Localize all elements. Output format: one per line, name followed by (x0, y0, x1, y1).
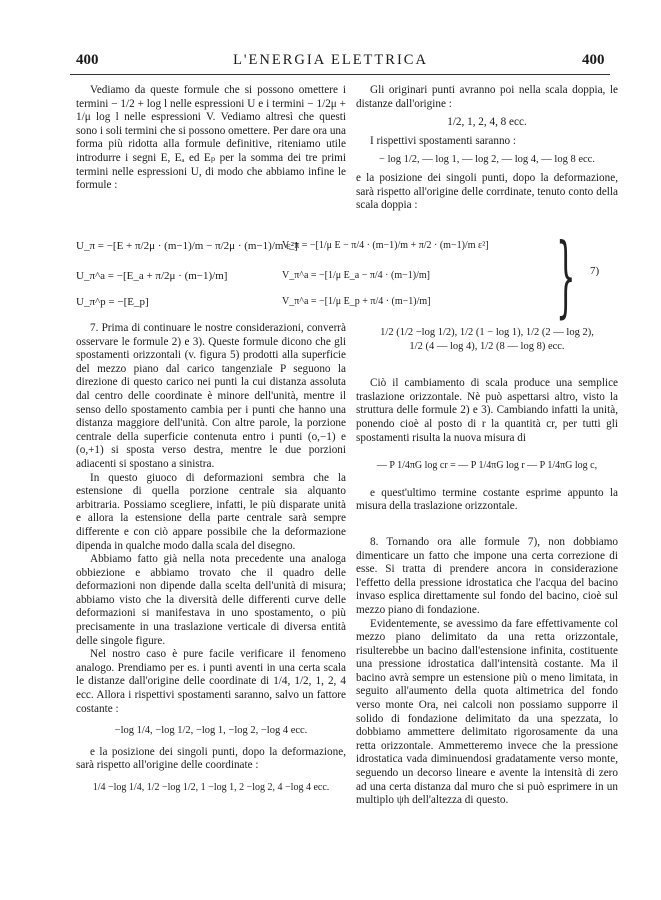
formula-half-line-1: 1/2 (1/2 −log 1/2), 1/2 (1 − log 1), 1/2 (2 — log 2), (380, 327, 594, 338)
page-number-right: 400 (582, 52, 605, 68)
equation-u3: U_π^p = −[E_p] (76, 296, 149, 308)
right-column-top (356, 84, 618, 213)
formula-log-list: − log 1/2, — log 1, — log 2, — log 4, — log 8 ecc. (379, 154, 595, 166)
formula-log-list: −log 1/4, −log 1/2, −log 1, −log 2, −log 4 ecc. (114, 725, 308, 737)
paragraph: e quest'ultimo termine costante esprime appunto la misura della traslazione orizzontale. (356, 486, 618, 513)
page-number-left: 400 (76, 52, 99, 68)
running-title: L'ENERGIA ELETTRICA (233, 52, 428, 68)
paragraph: Vediamo da queste formule che si possono omettere i termini − 1/2 + log l nelle espressioni U e i termini − 1/2μ + 1/μ log l nelle espressioni V. Vediamo altresì che questi sono i soli termini che si possono omettere. Per dare ora una forma più ridotta alla formule definitive, riteniamo utile introdurre i segni E, Eₐ ed Eₚ per la somma dei tre primi termini nelle espressioni U, di modo che abbiamo infine le formule : (76, 84, 346, 192)
equation-u1: U_π = −[E + π/2μ · (m−1)/m − π/2μ · (m−1)/m ε²] (76, 240, 298, 252)
paragraph: e la posizione dei singoli punti, dopo la deformazione, sarà rispetto all'origine delle coordinate : (76, 745, 346, 772)
paragraph: Nel nostro caso è pure facile verificare il fenomeno analogo. Prendiamo per es. i punti aventi in una certa scala le distanze dall'origine delle coordinate di 1/4, 1/2, 1, 2, 4 ecc. Allora i rispettivi spostamenti saranno, salvo un fattore costante : (76, 648, 346, 715)
formula-scale-list: 1/2, 1, 2, 4, 8 ecc. (447, 116, 527, 129)
paragraph: 7. Prima di continuare le nostre considerazioni, converrà osservare le formule 2) e 3). Queste formule dicono che gli spostamenti orizzontali (v. figura 5) prodotti alla superficie del mezzo piano dal carico tangenziale P seguono la direzione di questo carico nei punti la cui distanza assoluta dal centro delle coordinate è minore dell'unità, mentre il senso dello spostamento cambia per i punti che hanno una distanza maggiore dell'unità. Con altre parole, la porzione centrale della superficie contenuta entro i punti (o,−1) e (o,+1) si sposta verso destra, mentre le due porzioni adiacenti si spostano a sinistra. (76, 322, 346, 470)
paragraph: 8. Tornando ora alle formule 7), non dobbiamo dimenticare un fatto che impone una certa correzione di esse. Si tratta di prendere ancora in considerazione l'effetto della pressione idrostatica che l'acqua del bacino invaso esplica direttamente sul fondo del bacino, cioè sul mezzo piano di fondazione. (356, 535, 618, 616)
left-column-bottom (76, 322, 346, 803)
equation-v2: V_π^a = −[1/μ E_a − π/4 · (m−1)/m] (282, 270, 430, 281)
equation-brace: } (556, 224, 576, 327)
paragraph: Abbiamo fatto già nella nota precedente una analoga obbiezione e abbiamo trovato che il quadro delle deformazioni non dipende dalla scelta dell'unità di misura; abbiamo visto che la diversità delle differenti curve delle deformazioni si manifestava in uno spostamento, o più precisamente in una traslazione verticale di diversa entità delle singole figure. (76, 553, 346, 647)
paragraph: Evidentemente, se avessimo da fare effettivamente col mezzo piano delimitato da una retta orizzontale, risulterebbe un bacino dall'estensione infinita, costituente una pressione idrostatica dall'intensità costante. Ma il bacino avrà sempre un estensione più o meno limitata, in seguito all'aumento della quota altimetrica del fondo verso monte Ora, nei calcoli non possiamo supporre il solido di fondazione delimitato da una spezzata, lo dobbiamo ammettere delimitato rigorosamente da una retta orizzontale. Ammetteremo invece che la pressione idrostatica vada diminuendosi gradatamente verso monte, seguendo un decorso lineare e avente la intensità di zero ad una certa distanza dal muro che si può esprimere in un multiplo ψh dell'altezza di questo. (356, 617, 618, 807)
paragraph: Gli originari punti avranno poi nella scala doppia, le distanze dall'origine : (356, 84, 618, 110)
left-column-top (76, 84, 346, 193)
right-column-bottom (356, 326, 618, 808)
equation-u2: U_π^a = −[E_a + π/2μ · (m−1)/m] (76, 270, 228, 282)
formula-translation: — P 1/4πG log cr = — P 1/4πG log r — P 1/4πG log c, (376, 460, 598, 472)
formula-position-list: 1/4 −log 1/4, 1/2 −log 1/2, 1 −log 1, 2 −log 2, 4 −log 4 ecc. (92, 782, 330, 793)
paragraph: e la posizione dei singoli punti, dopo la deformazione, sarà rispetto all'origine delle corrdinate, tenuto conto della scala doppia : (356, 171, 618, 212)
formula-half-line-2: 1/2 (4 — log 4), 1/2 (8 — log 8) ecc. (409, 340, 565, 352)
equation-number: 7) (590, 265, 600, 277)
paragraph: In questo giuoco di deformazioni sembra che la estensione di quella porzione centrale sia alquanto arbitraria. Possiamo scegliere, infatti, le più disparate unità e allora la estensione della parte centrale sarà sempre differente e con ciò appare possibile che la deformazione dipenda in qualche modo dalla scala del disegno. (76, 471, 346, 552)
header-rule (70, 74, 610, 75)
paragraph: Ciò il cambiamento di scala produce una semplice traslazione orizzontale. Nè può aspettarsi altro, visto la struttura delle formule 2) e 3). Cambiando infatti la unità, ponendo cioè al posto di r la quantità cr, per tutti gli spostamenti risulta la nuova misura di (356, 377, 618, 444)
paragraph: I rispettivi spostamenti saranno : (370, 134, 517, 147)
equation-v1: V_π = −[1/μ E − π/4 · (m−1)/m + π/2 · (m−1)/m ε²] (282, 240, 489, 251)
equation-v3: V_π^a = −[1/μ E_p + π/4 · (m−1)/m] (282, 296, 431, 307)
